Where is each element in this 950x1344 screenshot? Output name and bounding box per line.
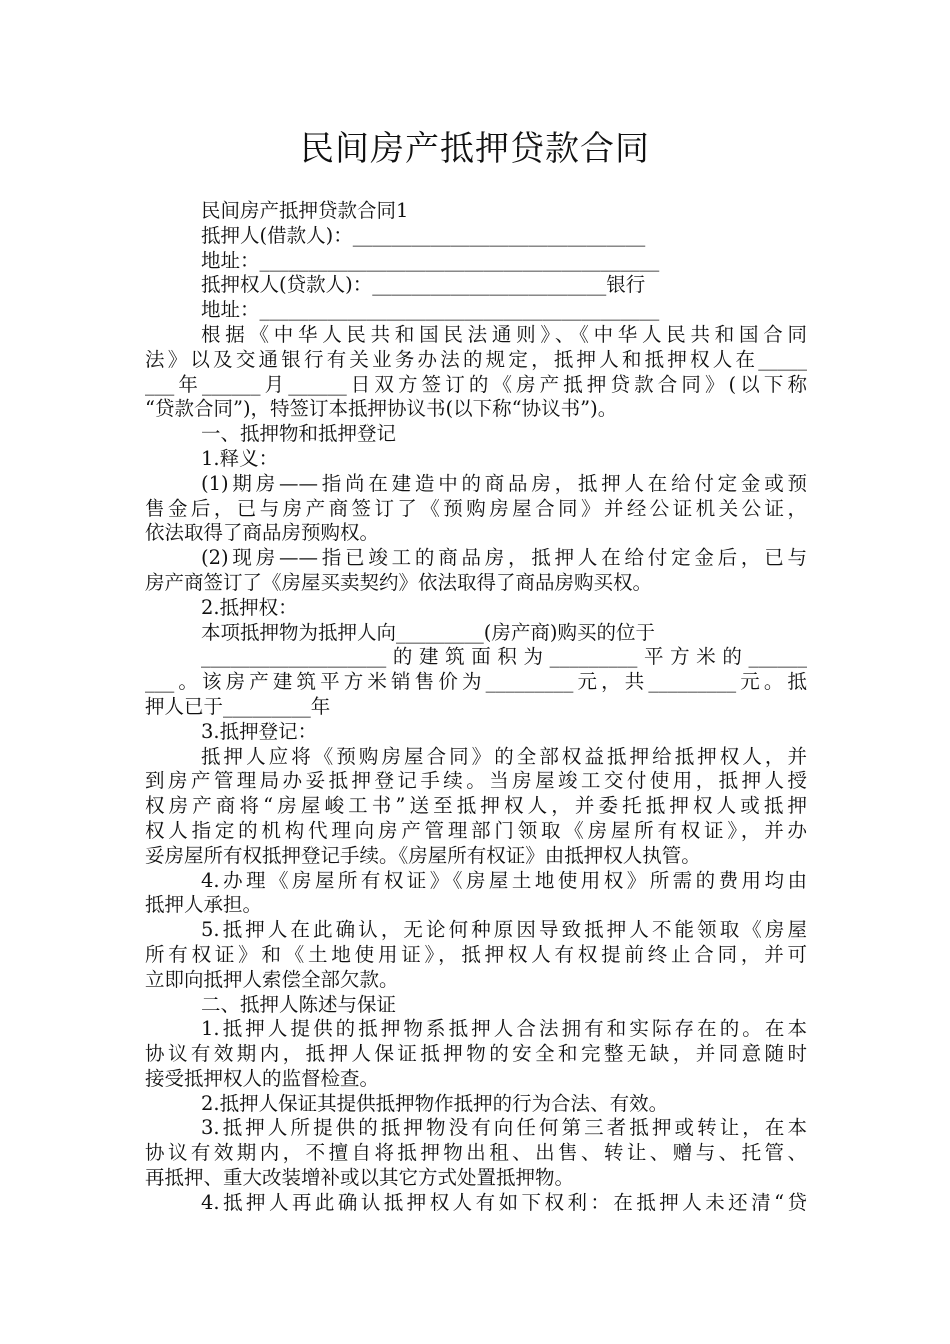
text-line: 本项抵押物为抵押人向_________(房产商)购买的位于 bbox=[201, 620, 655, 644]
text-line: 协议有效期内，不擅自将抵押物出租、出售、转让、赠与、托管、 bbox=[145, 1141, 807, 1165]
text-line: 立即向抵押人索偿全部欠款。 bbox=[145, 967, 399, 991]
text-line: 4.办理《房屋所有权证》《房屋土地使用权》所需的费用均由 bbox=[201, 868, 807, 892]
text-line: 2.抵押权： bbox=[201, 595, 298, 619]
text-line: ___。该房产建筑平方米销售价为_________元，共_________元。抵 bbox=[145, 670, 807, 694]
text-line: 押人已于_________年 bbox=[145, 694, 331, 718]
text-line: 接受抵押权人的监督检查。 bbox=[145, 1066, 380, 1090]
text-line: 所有权证》和《土地使用证》，抵押权人有权提前终止合同，并可 bbox=[145, 942, 807, 966]
text-line: 2.抵押人保证其提供抵押物作抵押的行为合法、有效。 bbox=[201, 1091, 669, 1115]
text-line: 1.释义： bbox=[201, 446, 279, 470]
text-line: ___年______月______日双方签订的《房产抵押贷款合同》(以下称 bbox=[145, 372, 807, 396]
document-body bbox=[145, 199, 807, 1216]
text-line: 售金后，已与房产商签订了《预购房屋合同》并经公证机关公证， bbox=[145, 496, 807, 520]
text-line: “贷款合同”)，特签订本抵押协议书(以下称“协议书”)。 bbox=[145, 397, 618, 421]
text-line: (1)期房——指尚在建造中的商品房，抵押人在给付定金或预 bbox=[201, 471, 807, 495]
document-title: 民间房产抵押贷款合同 bbox=[300, 129, 650, 169]
text-line: 抵押人承担。 bbox=[145, 893, 263, 917]
text-line: 地址：_________________________________________ bbox=[201, 248, 660, 272]
text-line: 抵押权人(贷款人)：________________________银行 bbox=[201, 273, 646, 297]
text-line: 依法取得了商品房预购权。 bbox=[145, 521, 380, 545]
text-line: 3.抵押人所提供的抵押物没有向任何第三者抵押或转让，在本 bbox=[201, 1116, 807, 1140]
text-line: 4.抵押人再此确认抵押权人有如下权利：在抵押人未还清“贷 bbox=[201, 1190, 807, 1214]
text-line: 二、抵押人陈述与保证 bbox=[201, 992, 397, 1016]
text-line: 抵押人应将《预购房屋合同》的全部权益抵押给抵押权人，并 bbox=[201, 744, 807, 768]
text-line: 协议有效期内，抵押人保证抵押物的安全和完整无缺，并同意随时 bbox=[145, 1042, 807, 1066]
text-line: 3.抵押登记： bbox=[201, 719, 318, 743]
text-line: 5.抵押人在此确认，无论何种原因导致抵押人不能领取《房屋 bbox=[201, 918, 807, 942]
text-line: 房产商签订了《房屋买卖契约》依法取得了商品房购买权。 bbox=[145, 570, 653, 594]
text-line: (2)现房——指已竣工的商品房，抵押人在给付定金后，已与 bbox=[201, 546, 807, 570]
text-line: ___________________的建筑面积为_________平方米的______ bbox=[201, 645, 807, 669]
text-line: 根据《中华人民共和国民法通则》、《中华人民共和国合同 bbox=[201, 322, 807, 346]
text-line: 地址：_________________________________________ bbox=[201, 298, 660, 322]
text-line: 权房产商将“房屋峻工书”送至抵押权人，并委托抵押权人或抵押 bbox=[145, 794, 807, 818]
text-line: 再抵押、重大改装增补或以其它方式处置抵押物。 bbox=[145, 1166, 575, 1190]
text-line: 抵押人(借款人)：______________________________ bbox=[201, 223, 646, 247]
text-line: 权人指定的机构代理向房产管理部门领取《房屋所有权证》，并办 bbox=[145, 818, 807, 842]
text-line: 到房产管理局办妥抵押登记手续。当房屋竣工交付使用，抵押人授 bbox=[145, 769, 807, 793]
text-line: 一、抵押物和抵押登记 bbox=[201, 422, 397, 446]
text-line: 民间房产抵押贷款合同1 bbox=[201, 199, 409, 222]
text-line: 1.抵押人提供的抵押物系抵押人合法拥有和实际存在的。在本 bbox=[201, 1017, 807, 1041]
text-line: 妥房屋所有权抵押登记手续。《房屋所有权证》由抵押权人执管。 bbox=[145, 843, 701, 867]
text-line: 法》以及交通银行有关业务办法的规定，抵押人和抵押权人在_____ bbox=[145, 347, 807, 371]
